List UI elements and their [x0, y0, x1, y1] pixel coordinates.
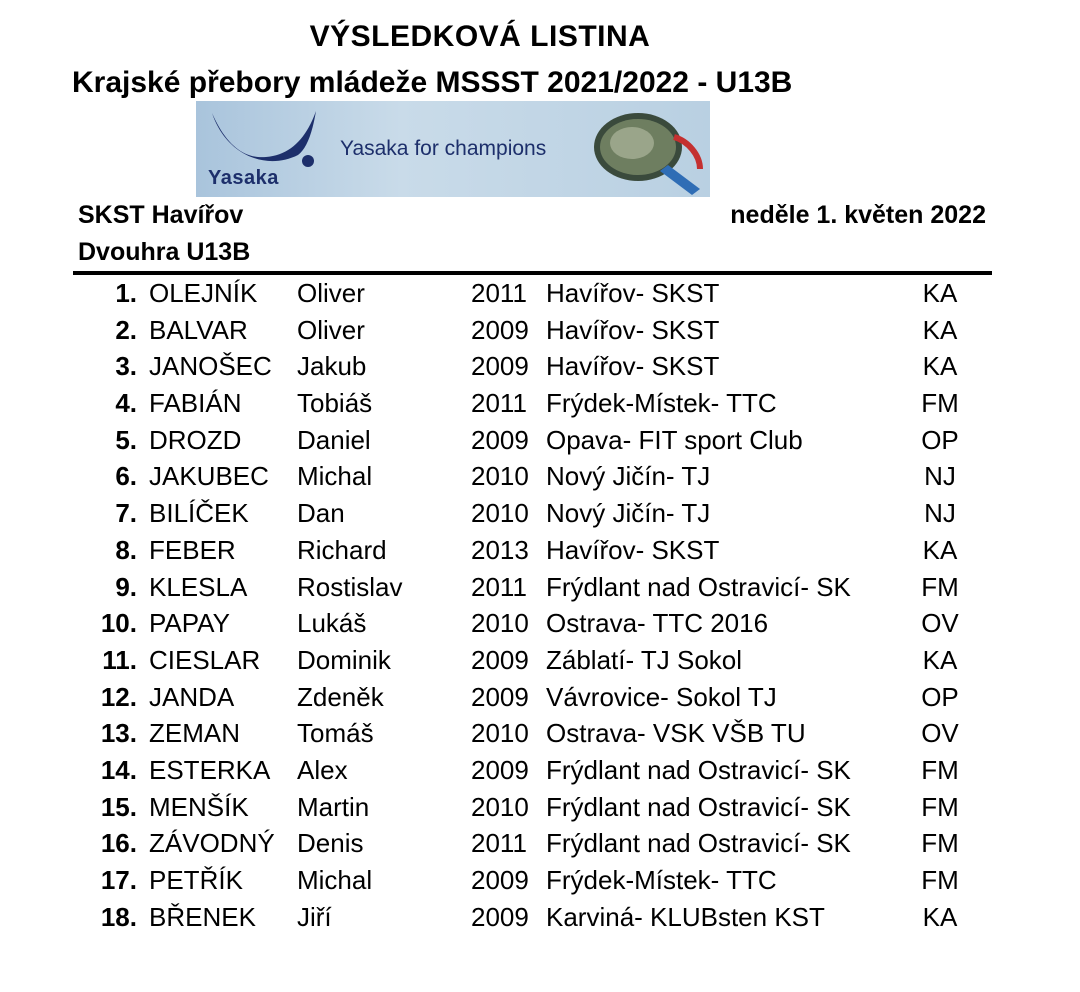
venue-label: SKST Havířov [78, 201, 244, 229]
result-row [0, 825, 1080, 862]
birth-year-cell: 2009 [471, 754, 529, 785]
rank-cell: 3. [115, 351, 137, 382]
club-cell: Opava- FIT sport Club [546, 424, 803, 455]
club-cell: Frýdlant nad Ostravicí- SK [546, 828, 851, 859]
surname-cell: ESTERKA [149, 754, 271, 785]
yasaka-swoosh-icon [206, 105, 318, 175]
surname-cell: PAPAY [149, 608, 230, 639]
region-cell: KA [922, 351, 958, 382]
surname-cell: KLESLA [149, 571, 248, 602]
first-name-cell: Dominik [297, 644, 391, 675]
surname-cell: PETŘÍK [149, 865, 243, 895]
first-name-cell: Rostislav [297, 571, 403, 602]
surname-cell: FABIÁN [149, 388, 242, 419]
result-row [0, 862, 1080, 899]
first-name-cell: Zdeněk [297, 681, 384, 712]
region-cell: OP [921, 424, 959, 455]
result-row [0, 458, 1080, 495]
region-cell: FM [921, 791, 959, 822]
region-cell: OV [921, 718, 959, 749]
first-name-cell: Michal [297, 461, 373, 492]
result-row [0, 275, 1080, 312]
club-cell: Havířov- SKST [546, 278, 720, 308]
surname-cell: MENŠÍK [149, 791, 249, 822]
region-cell: FM [921, 828, 959, 859]
birth-year-cell: 2010 [471, 608, 529, 639]
rank-cell: 10. [100, 608, 137, 639]
region-cell: OV [921, 608, 959, 639]
birth-year-cell: 2009 [471, 681, 529, 712]
rank-cell: 17. [100, 865, 137, 895]
result-row [0, 642, 1080, 679]
club-cell: Záblatí- TJ Sokol [546, 644, 743, 675]
result-row [0, 348, 1080, 385]
first-name-cell: Oliver [297, 314, 365, 345]
date-label: neděle 1. květen 2022 [730, 201, 986, 229]
club-cell: Nový Jičín- TJ [546, 461, 711, 492]
rank-cell: 1. [115, 278, 137, 308]
club-cell: Frýdek-Místek- TTC [546, 865, 777, 895]
first-name-cell: Alex [297, 754, 348, 785]
birth-year-cell: 2011 [471, 388, 527, 419]
surname-cell: BALVAR [149, 314, 248, 345]
first-name-cell: Tomáš [297, 718, 374, 749]
surname-cell: ZÁVODNÝ [149, 828, 275, 859]
birth-year-cell: 2010 [471, 791, 529, 822]
region-cell: KA [922, 644, 958, 675]
birth-year-cell: 2010 [471, 498, 529, 529]
rank-cell: 2. [115, 314, 137, 345]
banner-tagline: Yasaka for champions [340, 137, 547, 160]
result-row [0, 752, 1080, 789]
rank-cell: 11. [102, 644, 137, 675]
birth-year-cell: 2011 [471, 828, 527, 859]
sponsor-banner [196, 101, 710, 197]
table-tennis-paddle-icon [588, 107, 706, 195]
club-cell: Havířov- SKST [546, 534, 720, 565]
first-name-cell: Tobiáš [297, 388, 373, 419]
first-name-cell: Richard [297, 534, 387, 565]
rank-cell: 5. [115, 424, 137, 455]
region-cell: OP [921, 681, 959, 712]
rank-cell: 18. [100, 901, 137, 932]
surname-cell: JAKUBEC [149, 461, 269, 492]
result-row [0, 899, 1080, 936]
club-cell: Frýdlant nad Ostravicí- SK [546, 571, 851, 602]
surname-cell: JANDA [149, 681, 235, 712]
results-table [0, 275, 1080, 935]
result-row [0, 495, 1080, 532]
rank-cell: 4. [115, 388, 137, 419]
surname-cell: OLEJNÍK [149, 278, 258, 308]
region-cell: FM [921, 865, 959, 895]
result-row [0, 532, 1080, 569]
surname-cell: DROZD [149, 424, 242, 455]
region-cell: KA [922, 534, 958, 565]
birth-year-cell: 2009 [471, 314, 529, 345]
rank-cell: 15. [100, 791, 137, 822]
club-cell: Nový Jičín- TJ [546, 498, 711, 529]
first-name-cell: Daniel [297, 424, 371, 455]
page-subtitle: Krajské přebory mládeže MSSST 2021/2022 - U13B [72, 66, 793, 99]
birth-year-cell: 2009 [471, 901, 529, 932]
rank-cell: 16. [100, 828, 137, 859]
result-row [0, 422, 1080, 459]
rank-cell: 6. [115, 461, 137, 492]
surname-cell: FEBER [149, 534, 236, 565]
surname-cell: BŘENEK [149, 901, 256, 932]
result-row [0, 679, 1080, 716]
birth-year-cell: 2010 [471, 718, 529, 749]
result-row [0, 605, 1080, 642]
surname-cell: JANOŠEC [149, 351, 272, 382]
club-cell: Havířov- SKST [546, 314, 720, 345]
birth-year-cell: 2010 [471, 461, 529, 492]
rank-cell: 9. [115, 571, 137, 602]
surname-cell: BILÍČEK [149, 498, 249, 529]
club-cell: Vávrovice- Sokol TJ [546, 681, 777, 712]
result-row [0, 569, 1080, 606]
region-cell: KA [922, 314, 958, 345]
result-row [0, 789, 1080, 826]
rank-cell: 12. [100, 681, 137, 712]
club-cell: Havířov- SKST [546, 351, 720, 382]
first-name-cell: Jakub [297, 351, 367, 382]
first-name-cell: Michal [297, 865, 373, 895]
birth-year-cell: 2009 [471, 351, 529, 382]
region-cell: KA [922, 901, 958, 932]
club-cell: Frýdek-Místek- TTC [546, 388, 777, 419]
club-cell: Ostrava- VSK VŠB TU [546, 718, 806, 749]
club-cell: Frýdlant nad Ostravicí- SK [546, 791, 851, 822]
surname-cell: ZEMAN [149, 718, 240, 749]
first-name-cell: Oliver [297, 278, 365, 308]
region-cell: FM [921, 388, 959, 419]
region-cell: NJ [924, 461, 956, 492]
result-row [0, 715, 1080, 752]
birth-year-cell: 2013 [471, 534, 529, 565]
first-name-cell: Lukáš [297, 608, 367, 639]
club-cell: Frýdlant nad Ostravicí- SK [546, 754, 851, 785]
page-title: VÝSLEDKOVÁ LISTINA [309, 20, 651, 53]
birth-year-cell: 2009 [471, 644, 529, 675]
region-cell: FM [921, 754, 959, 785]
first-name-cell: Martin [297, 791, 370, 822]
rank-cell: 13. [100, 718, 137, 749]
club-cell: Karviná- KLUBsten KST [546, 901, 825, 932]
club-cell: Ostrava- TTC 2016 [546, 608, 769, 639]
birth-year-cell: 2011 [471, 278, 527, 308]
first-name-cell: Denis [297, 828, 364, 859]
yasaka-logo-text: Yasaka [208, 167, 279, 189]
birth-year-cell: 2009 [471, 865, 529, 895]
surname-cell: CIESLAR [149, 644, 261, 675]
birth-year-cell: 2009 [471, 424, 529, 455]
birth-year-cell: 2011 [471, 571, 527, 602]
event-label: Dvouhra U13B [78, 238, 251, 266]
result-row [0, 312, 1080, 349]
rank-cell: 8. [115, 534, 137, 565]
result-row [0, 385, 1080, 422]
first-name-cell: Dan [297, 498, 345, 529]
region-cell: KA [922, 278, 958, 308]
region-cell: NJ [924, 498, 956, 529]
rank-cell: 7. [115, 498, 137, 529]
rank-cell: 14. [100, 754, 137, 785]
region-cell: FM [921, 571, 959, 602]
first-name-cell: Jiří [297, 901, 332, 932]
